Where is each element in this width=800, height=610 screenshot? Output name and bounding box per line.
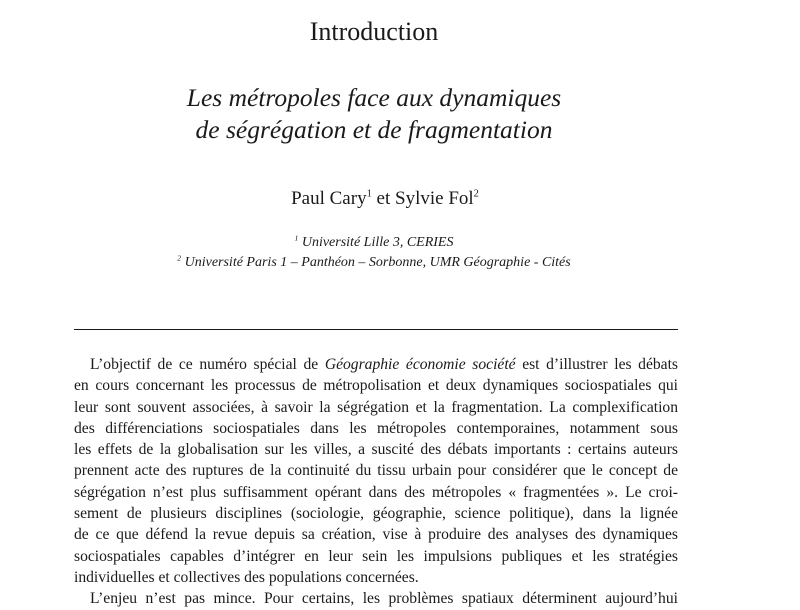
affiliation [0,253,748,273]
text-run: L’objectif de ce numéro spécial de [90,356,325,373]
author-list [0,186,770,212]
body-line: prennent acte des ruptures de la continuité du tissu urbain pour considérer que le concept de [74,462,678,480]
body-line [74,354,678,375]
body-line: de ce que défend la revue depuis sa création, vise à produire des analyses des dynamiques [74,526,678,544]
title-line-1: Les métropoles face aux dynamiques [186,83,562,112]
body-line: L’enjeu n’est pas mince. Pour certains, les problèmes spatiaux déterminent aujourd’hui [90,590,678,608]
author-name: Paul Cary [291,188,367,209]
body-line: individuelles et collectives des populations concernées. [74,568,419,586]
affiliation-mark: 2 [177,253,182,263]
separator-rule [74,329,678,330]
article-title [0,82,748,146]
body-line: sociospatiales capables d’intégrer en leur sein les impulsions publiques et les stratégies [74,547,678,565]
section-heading: Introduction [309,17,439,46]
affiliation-mark: 1 [294,233,299,243]
affiliation [0,233,748,253]
affiliation-text: Université Lille 3, CERIES [298,235,454,250]
author-name: Sylvie Fol [395,188,474,209]
body-line: sement de plusieurs disciplines (sociologie, géographie, science politique), dans la lignée [74,505,678,523]
affiliation-mark: 1 [366,188,372,200]
affiliation-mark: 2 [473,188,479,200]
affiliations [0,233,748,273]
body-line: ségrégation n’est plus suffisamment opérant dans des métropoles « fragmentées ». Le croi- [74,483,678,501]
journal-name: Géographie économie société [324,356,516,373]
body-line: leur sont souvent associées, à savoir la ségrégation et la fragmentation. La complexification [74,398,678,416]
body-line: en cours concernant les processus de métropolisation et deux dynamiques sociospatiales qui [74,377,678,395]
affiliation-text: Université Paris 1 – Panthéon – Sorbonne, UMR Géographie - Cités [181,255,571,270]
article-body [74,354,678,610]
body-line: les effets de la globalisation sur les villes, a suscité des débats importants : certains auteurs [74,441,678,459]
title-line-2: de ségrégation et de fragmentation [195,115,553,144]
text-run: est d’illustrer les débats [515,356,679,373]
body-line: des différenciations sociospatiales dans les métropoles contemporaines, notamment sous [74,419,678,437]
author-conjunction: et [371,188,396,209]
